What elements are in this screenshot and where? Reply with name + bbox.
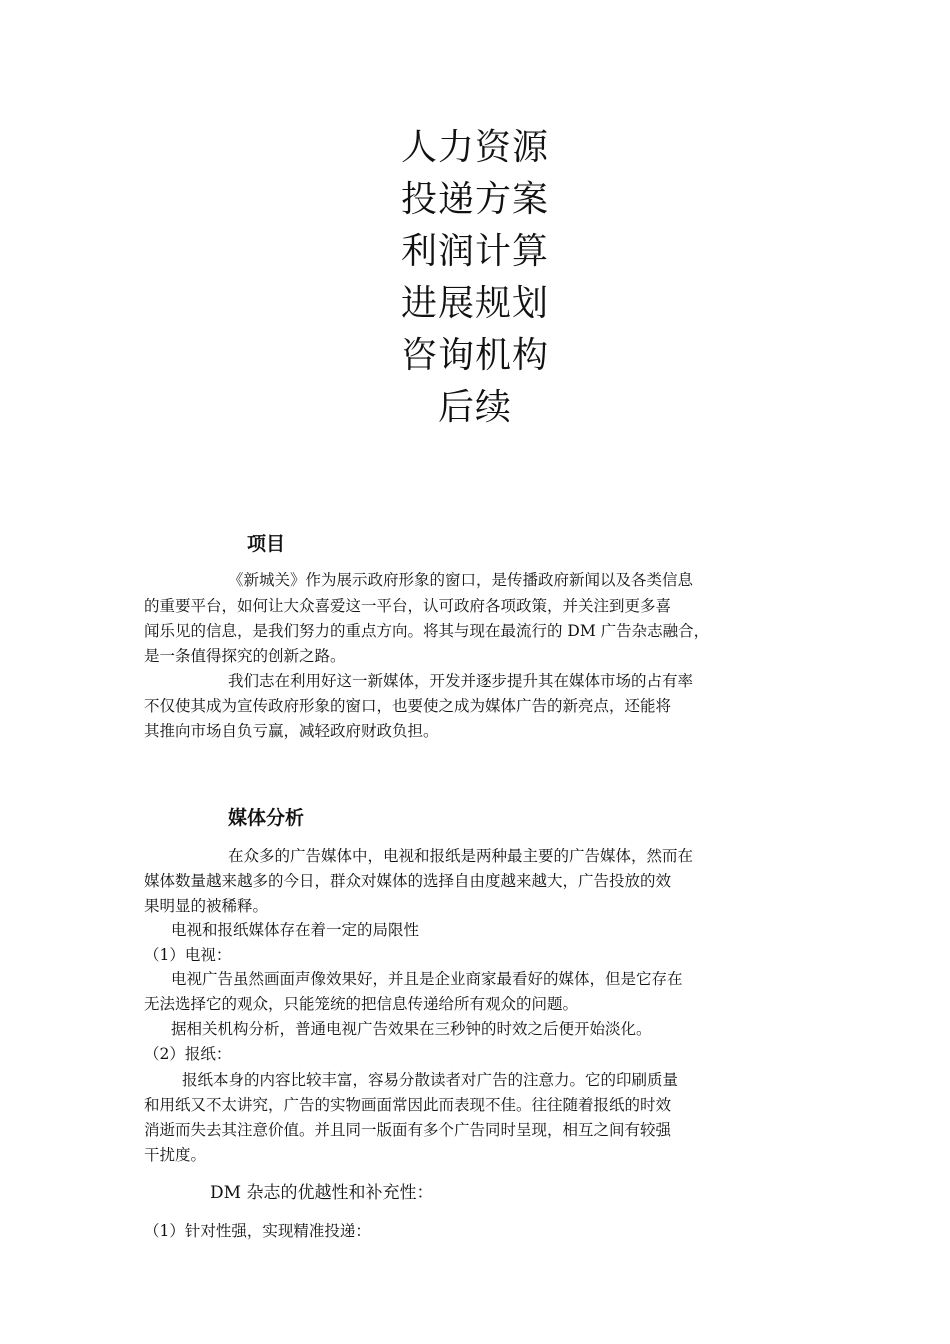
- paragraph-line: 电视和报纸媒体存在着一定的局限性: [171, 921, 420, 939]
- paragraph-line: 是一条值得探究的创新之路。: [144, 647, 346, 665]
- toc-item: 咨询机构: [400, 335, 549, 376]
- toc-item: 人力资源: [400, 127, 549, 168]
- toc-item: 进展规划: [400, 283, 549, 324]
- toc-list: [0, 122, 950, 434]
- paragraph-line: 媒体数量越来越多的今日，群众对媒体的选择自由度越来越大，广告投放的效: [144, 872, 672, 890]
- paragraph-line: 和用纸又不太讲究，广告的实物画面常因此而表现不佳。往往随着报纸的时效: [144, 1096, 672, 1114]
- media-heading: 媒体分析: [228, 807, 305, 829]
- paragraph-line: 干扰度。: [144, 1146, 207, 1164]
- list-marker: （2）报纸：: [144, 1045, 232, 1063]
- paragraph-line: 的重要平台，如何让大众喜爱这一平台，认可政府各项政策，并关注到更多喜: [144, 597, 672, 615]
- paragraph-line: 在众多的广告媒体中，电视和报纸是两种最主要的广告媒体，然而在: [228, 847, 694, 865]
- paragraph-line: 据相关机构分析，普通电视广告效果在三秒钟的时效之后便开始淡化。: [171, 1020, 652, 1038]
- paragraph-line: 不仅使其成为宣传政府形象的窗口，也要使之成为媒体广告的新亮点，还能将: [144, 697, 672, 715]
- toc-item: 后续: [437, 387, 512, 428]
- paragraph-line: 闻乐见的信息，是我们努力的重点方向。将其与现在最流行的 DM 广告杂志融合，: [144, 622, 710, 640]
- list-marker: （1）针对性强，实现精准投递：: [144, 1222, 371, 1240]
- paragraph-line: 其推向市场自负亏赢，减轻政府财政负担。: [144, 722, 439, 740]
- paragraph-line: 消逝而失去其注意价值。并且同一版面有多个广告同时呈现，相互之间有较强: [144, 1121, 672, 1139]
- toc-item: 投递方案: [400, 179, 549, 220]
- paragraph-line: 果明显的被稀释。: [144, 897, 269, 915]
- list-marker: （1）电视：: [144, 946, 232, 964]
- project-heading: 项目: [247, 533, 286, 555]
- paragraph-line: 我们志在利用好这一新媒体，开发并逐步提升其在媒体市场的占有率: [228, 672, 694, 690]
- dm-heading: DM 杂志的优越性和补充性：: [210, 1183, 434, 1203]
- paragraph-line: 电视广告虽然画面声像效果好，并且是企业商家最看好的媒体，但是它存在: [171, 970, 683, 988]
- paragraph-line: 《新城关》作为展示政府形象的窗口，是传播政府新闻以及各类信息: [228, 571, 694, 589]
- toc-item: 利润计算: [400, 231, 549, 272]
- paragraph-line: 无法选择它的观众，只能笼统的把信息传递给所有观众的问题。: [144, 995, 579, 1013]
- paragraph-line: 报纸本身的内容比较丰富，容易分散读者对广告的注意力。它的印刷质量: [182, 1071, 679, 1089]
